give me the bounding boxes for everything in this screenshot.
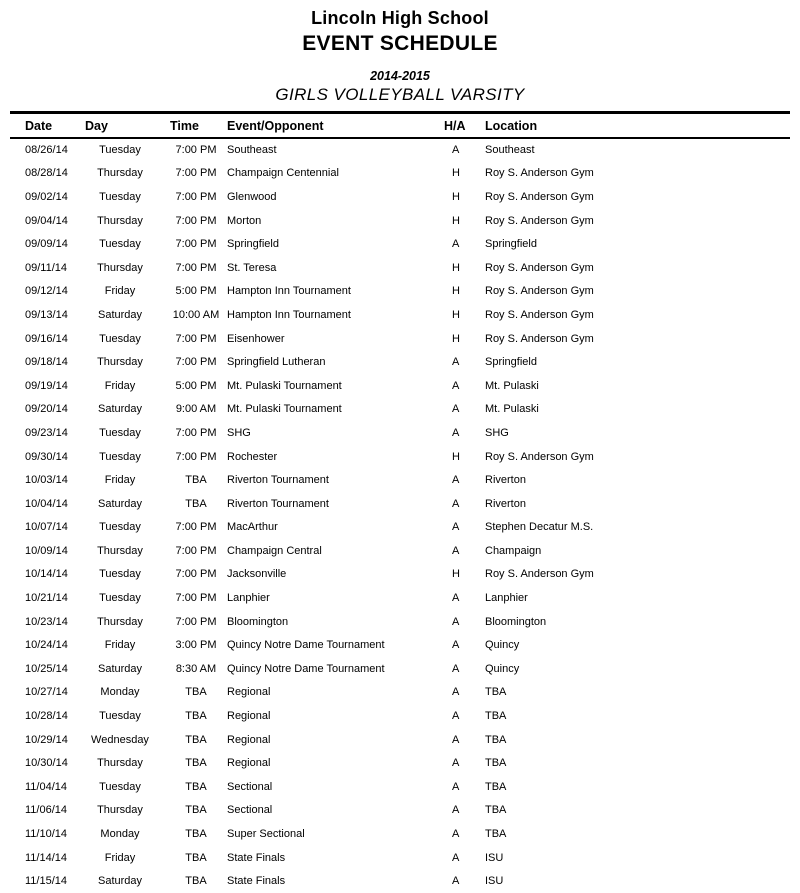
table-cell: 7:00 PM — [175, 568, 217, 581]
table-cell: Springfield — [227, 238, 279, 251]
table-cell: Tuesday — [99, 710, 141, 723]
table-row — [10, 775, 790, 799]
table-cell: 09/13/14 — [25, 308, 68, 321]
table-cell: 9:00 AM — [175, 403, 217, 416]
table-row — [10, 445, 790, 469]
table-cell: TBA — [185, 804, 207, 817]
season-label: 2014-2015 — [370, 69, 430, 83]
table-cell: State Finals — [227, 851, 286, 864]
document-title: EVENT SCHEDULE — [302, 32, 498, 55]
table-cell: Regional — [227, 733, 271, 746]
schedule-table — [10, 111, 790, 893]
table-row — [10, 799, 790, 823]
table-row — [10, 350, 790, 374]
table-cell: Roy S. Anderson Gym — [485, 190, 594, 203]
table-cell: 11/10/14 — [25, 828, 68, 841]
table-cell: Bloomington — [485, 615, 547, 628]
table-cell: Mt. Pulaski Tournament — [227, 403, 342, 416]
table-cell: 10/23/14 — [25, 615, 68, 628]
school-name: Lincoln High School — [311, 8, 489, 28]
table-cell: Glenwood — [227, 190, 277, 203]
table-cell: H — [452, 167, 460, 180]
table-cell: Eisenhower — [227, 332, 285, 345]
table-cell: 5:00 PM — [175, 379, 217, 392]
table-cell: Thursday — [97, 356, 143, 369]
table-cell: 11/04/14 — [25, 780, 68, 793]
table-cell: A — [452, 875, 460, 888]
table-cell: Saturday — [97, 497, 143, 510]
table-cell: Champaign Central — [227, 544, 322, 557]
table-cell: 7:00 PM — [175, 426, 217, 439]
team-title: GIRLS VOLLEYBALL VARSITY — [275, 85, 525, 104]
table-cell: TBA — [185, 733, 207, 746]
table-cell: MacArthur — [227, 521, 278, 534]
table-cell: H — [452, 332, 460, 345]
table-cell: 11/15/14 — [25, 875, 68, 888]
table-cell: Thursday — [97, 261, 143, 274]
table-cell: A — [452, 686, 460, 699]
table-cell: 09/16/14 — [25, 332, 68, 345]
table-cell: 8:30 AM — [175, 662, 217, 675]
table-cell: Mt. Pulaski — [485, 379, 539, 392]
table-cell: TBA — [185, 875, 207, 888]
table-cell: 7:00 PM — [175, 592, 217, 605]
table-cell: Tuesday — [99, 592, 141, 605]
table-cell: Tuesday — [99, 450, 141, 463]
table-cell: 7:00 PM — [175, 332, 217, 345]
column-header: H/A — [444, 119, 466, 133]
table-row — [10, 846, 790, 870]
table-cell: Mt. Pulaski — [485, 403, 539, 416]
table-cell: TBA — [185, 851, 207, 864]
table-row — [10, 162, 790, 186]
table-cell: Springfield — [485, 238, 537, 251]
table-cell: Wednesday — [91, 733, 149, 746]
table-cell: TBA — [185, 710, 207, 723]
table-cell: A — [452, 804, 460, 817]
table-cell: Tuesday — [99, 568, 141, 581]
table-cell: A — [452, 144, 460, 157]
table-cell: TBA — [485, 804, 507, 817]
table-cell: H — [452, 214, 460, 227]
table-cell: 08/26/14 — [25, 144, 68, 157]
table-cell: Regional — [227, 710, 271, 723]
table-cell: TBA — [185, 474, 207, 487]
table-cell: Roy S. Anderson Gym — [485, 450, 594, 463]
table-cell: 09/30/14 — [25, 450, 68, 463]
table-cell: Saturday — [97, 308, 143, 321]
table-cell: Quincy — [485, 662, 520, 675]
table-cell: TBA — [485, 757, 507, 770]
table-cell: 11/06/14 — [25, 804, 68, 817]
table-header-row — [10, 113, 790, 139]
table-cell: Tuesday — [99, 780, 141, 793]
table-row — [10, 303, 790, 327]
table-cell: St. Teresa — [227, 261, 277, 274]
table-row — [10, 822, 790, 846]
table-cell: 10/27/14 — [25, 686, 68, 699]
table-cell: Champaign Centennial — [227, 167, 339, 180]
table-cell: Riverton Tournament — [227, 474, 329, 487]
table-cell: 10:00 AM — [172, 308, 220, 321]
table-cell: Tuesday — [99, 190, 141, 203]
table-cell: TBA — [185, 780, 207, 793]
table-cell: Thursday — [97, 214, 143, 227]
table-cell: Jacksonville — [227, 568, 287, 581]
table-cell: Thursday — [97, 615, 143, 628]
table-cell: Champaign — [485, 544, 542, 557]
table-cell: 10/09/14 — [25, 544, 68, 557]
table-row — [10, 398, 790, 422]
table-cell: Roy S. Anderson Gym — [485, 285, 594, 298]
table-cell: Tuesday — [99, 144, 141, 157]
table-cell: Friday — [104, 851, 136, 864]
table-cell: 7:00 PM — [175, 238, 217, 251]
table-cell: Riverton Tournament — [227, 497, 329, 510]
table-cell: 10/28/14 — [25, 710, 68, 723]
table-row — [10, 327, 790, 351]
table-cell: 10/29/14 — [25, 733, 68, 746]
table-row — [10, 657, 790, 681]
table-cell: TBA — [485, 780, 507, 793]
table-cell: Southeast — [227, 144, 277, 157]
table-cell: 7:00 PM — [175, 214, 217, 227]
column-header: Event/Opponent — [227, 119, 324, 133]
table-cell: Lanphier — [485, 592, 528, 605]
table-row — [10, 232, 790, 256]
schedule-table-container — [10, 111, 790, 893]
table-row — [10, 374, 790, 398]
table-cell: State Finals — [227, 875, 286, 888]
table-row — [10, 681, 790, 705]
table-cell: A — [452, 851, 460, 864]
table-cell: Monday — [100, 828, 140, 841]
table-cell: A — [452, 828, 460, 841]
table-cell: Friday — [104, 474, 136, 487]
table-cell: A — [452, 639, 460, 652]
column-header: Day — [85, 119, 108, 133]
table-cell: 09/18/14 — [25, 356, 68, 369]
table-cell: Tuesday — [99, 238, 141, 251]
table-cell: Stephen Decatur M.S. — [485, 521, 594, 534]
column-header: Location — [485, 119, 538, 133]
table-row — [10, 492, 790, 516]
table-row — [10, 610, 790, 634]
table-cell: Lanphier — [227, 592, 270, 605]
table-cell: Saturday — [97, 875, 143, 888]
table-cell: A — [452, 379, 460, 392]
table-cell: 09/11/14 — [25, 261, 68, 274]
table-cell: 7:00 PM — [175, 356, 217, 369]
table-cell: 7:00 PM — [175, 615, 217, 628]
table-row — [10, 468, 790, 492]
table-cell: A — [452, 474, 460, 487]
table-cell: 10/30/14 — [25, 757, 68, 770]
table-cell: 09/19/14 — [25, 379, 68, 392]
document-header — [0, 8, 800, 105]
table-cell: A — [452, 757, 460, 770]
table-cell: Monday — [100, 686, 140, 699]
table-cell: Quincy — [485, 639, 520, 652]
table-cell: Quincy Notre Dame Tournament — [227, 662, 385, 675]
table-cell: A — [452, 592, 460, 605]
table-cell: Springfield Lutheran — [227, 356, 326, 369]
table-cell: Morton — [227, 214, 262, 227]
table-cell: 7:00 PM — [175, 261, 217, 274]
table-cell: A — [452, 710, 460, 723]
table-row — [10, 586, 790, 610]
table-cell: Regional — [227, 686, 271, 699]
table-cell: Sectional — [227, 780, 273, 793]
table-cell: 10/04/14 — [25, 497, 68, 510]
table-cell: A — [452, 615, 460, 628]
table-cell: 7:00 PM — [175, 190, 217, 203]
table-cell: A — [452, 544, 460, 557]
table-row — [10, 728, 790, 752]
column-header: Time — [170, 119, 199, 133]
table-cell: Roy S. Anderson Gym — [485, 332, 594, 345]
table-cell: 08/28/14 — [25, 167, 68, 180]
table-cell: TBA — [485, 733, 507, 746]
table-cell: A — [452, 662, 460, 675]
table-cell: A — [452, 356, 460, 369]
table-cell: TBA — [185, 828, 207, 841]
table-cell: Quincy Notre Dame Tournament — [227, 639, 385, 652]
table-cell: H — [452, 285, 460, 298]
table-row — [10, 704, 790, 728]
table-cell: Riverton — [485, 474, 526, 487]
table-cell: Southeast — [485, 144, 535, 157]
table-cell: TBA — [185, 686, 207, 699]
table-cell: A — [452, 497, 460, 510]
table-cell: Tuesday — [99, 426, 141, 439]
table-cell: Thursday — [97, 804, 143, 817]
table-cell: 7:00 PM — [175, 450, 217, 463]
table-cell: 7:00 PM — [175, 167, 217, 180]
table-cell: Friday — [104, 379, 136, 392]
table-cell: Roy S. Anderson Gym — [485, 261, 594, 274]
table-cell: A — [452, 426, 460, 439]
table-cell: TBA — [485, 710, 507, 723]
table-cell: 10/03/14 — [25, 474, 68, 487]
table-cell: H — [452, 261, 460, 274]
table-cell: 10/24/14 — [25, 639, 68, 652]
table-cell: Roy S. Anderson Gym — [485, 308, 594, 321]
table-cell: ISU — [485, 851, 504, 864]
table-row — [10, 209, 790, 233]
table-cell: 11/14/14 — [25, 851, 68, 864]
table-cell: 7:00 PM — [175, 521, 217, 534]
table-row — [10, 563, 790, 587]
table-cell: 3:00 PM — [175, 639, 217, 652]
table-cell: Thursday — [97, 544, 143, 557]
table-cell: Roy S. Anderson Gym — [485, 167, 594, 180]
table-cell: Sectional — [227, 804, 273, 817]
table-row — [10, 138, 790, 162]
table-cell: A — [452, 733, 460, 746]
table-cell: SHG — [485, 426, 509, 439]
table-cell: 10/25/14 — [25, 662, 68, 675]
table-cell: Tuesday — [99, 332, 141, 345]
table-cell: H — [452, 450, 460, 463]
table-cell: A — [452, 780, 460, 793]
table-row — [10, 185, 790, 209]
table-cell: SHG — [227, 426, 251, 439]
table-cell: 09/02/14 — [25, 190, 68, 203]
table-cell: Thursday — [97, 757, 143, 770]
table-cell: Thursday — [97, 167, 143, 180]
table-cell: 09/20/14 — [25, 403, 68, 416]
table-cell: Tuesday — [99, 521, 141, 534]
table-cell: 09/12/14 — [25, 285, 68, 298]
table-cell: Friday — [104, 639, 136, 652]
table-cell: ISU — [485, 875, 504, 888]
table-cell: 09/04/14 — [25, 214, 68, 227]
table-cell: TBA — [185, 497, 207, 510]
table-cell: H — [452, 190, 460, 203]
table-cell: 09/09/14 — [25, 238, 68, 251]
table-cell: Riverton — [485, 497, 526, 510]
table-cell: Roy S. Anderson Gym — [485, 568, 594, 581]
table-cell: 10/21/14 — [25, 592, 68, 605]
table-cell: Saturday — [97, 662, 143, 675]
table-cell: TBA — [485, 686, 507, 699]
table-cell: 09/23/14 — [25, 426, 68, 439]
table-cell: 7:00 PM — [175, 144, 217, 157]
table-cell: Springfield — [485, 356, 537, 369]
table-cell: Bloomington — [227, 615, 289, 628]
table-cell: A — [452, 403, 460, 416]
table-cell: TBA — [485, 828, 507, 841]
table-cell: H — [452, 308, 460, 321]
table-cell: A — [452, 521, 460, 534]
table-cell: Friday — [104, 285, 136, 298]
table-cell: Hampton Inn Tournament — [227, 308, 351, 321]
table-cell: H — [452, 568, 460, 581]
table-row — [10, 256, 790, 280]
table-cell: Mt. Pulaski Tournament — [227, 379, 342, 392]
table-cell: 10/07/14 — [25, 521, 68, 534]
table-cell: 5:00 PM — [175, 285, 217, 298]
table-cell: Saturday — [97, 403, 143, 416]
table-cell: TBA — [185, 757, 207, 770]
table-cell: 10/14/14 — [25, 568, 68, 581]
table-cell: Super Sectional — [227, 828, 305, 841]
table-cell: Hampton Inn Tournament — [227, 285, 351, 298]
table-cell: Rochester — [227, 450, 278, 463]
table-row — [10, 516, 790, 540]
column-header: Date — [25, 119, 53, 133]
table-cell: 7:00 PM — [175, 544, 217, 557]
table-row — [10, 633, 790, 657]
table-cell: Regional — [227, 757, 271, 770]
table-row — [10, 751, 790, 775]
table-cell: A — [452, 238, 460, 251]
table-row — [10, 421, 790, 445]
table-row — [10, 539, 790, 563]
table-row — [10, 869, 790, 893]
table-row — [10, 280, 790, 304]
table-cell: Roy S. Anderson Gym — [485, 214, 594, 227]
